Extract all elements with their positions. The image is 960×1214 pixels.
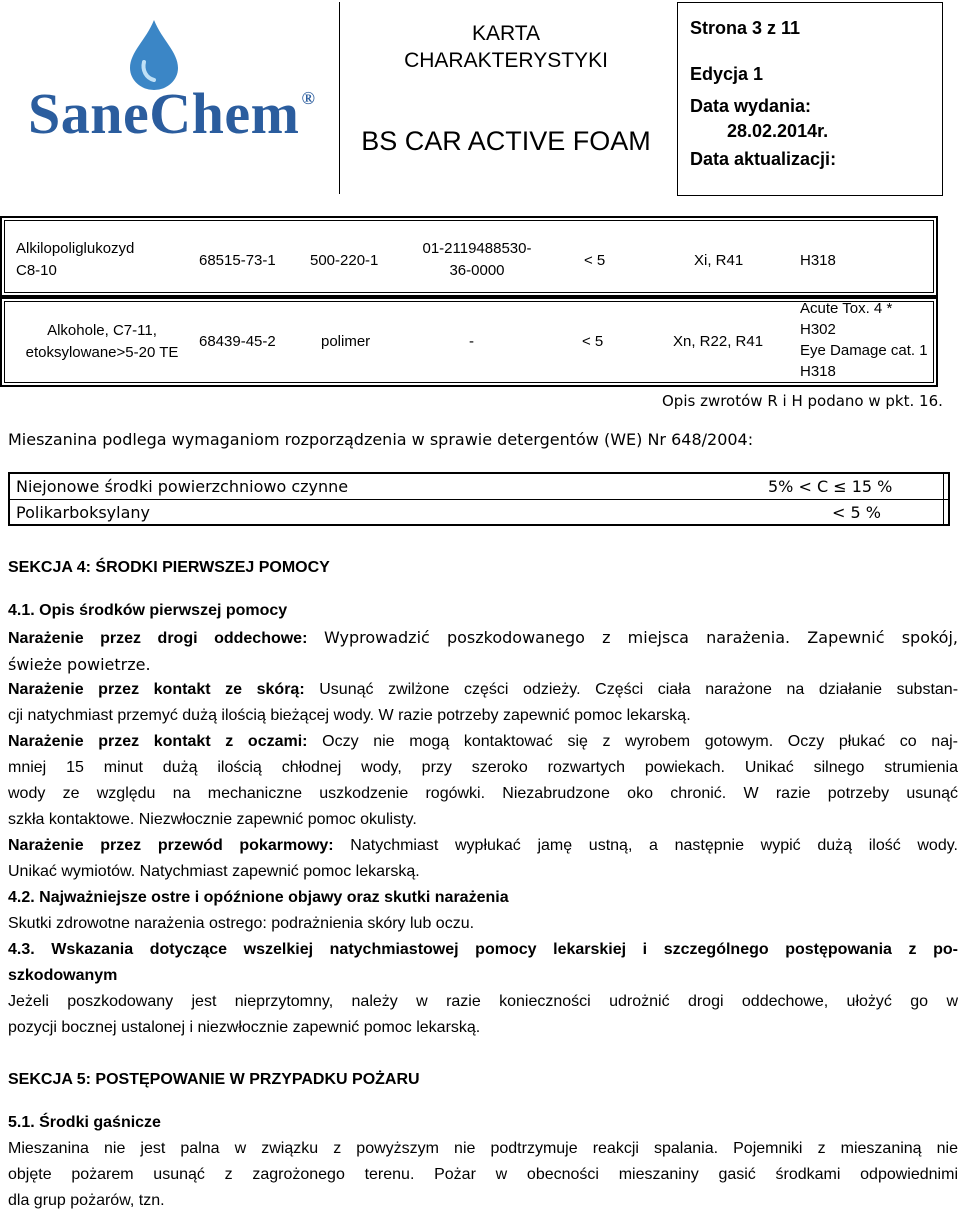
edition: Edycja 1 bbox=[690, 64, 764, 84]
detergent-value: < 5 % bbox=[832, 503, 881, 522]
cas-number: 68439-45-2 bbox=[199, 333, 276, 350]
concentration: < 5 bbox=[584, 252, 606, 269]
detergent-name: Polikarboksylany bbox=[16, 503, 150, 522]
issue-date: 28.02.2014r. bbox=[727, 121, 829, 141]
classification-clp: H318 bbox=[800, 252, 836, 269]
subsection-4-3: 4.3. Wskazania dotyczące wszelkiej natychmiastowej pomocy lekarskiej i szczególnego postępowania z po- szkodowanym bbox=[8, 941, 958, 984]
subsection-4-2-text: Skutki zdrowotne narażenia ostrego: podrażnienia skóry lub oczu. bbox=[8, 915, 475, 932]
ec-number: polimer bbox=[321, 333, 371, 350]
reg-number: - bbox=[469, 333, 474, 350]
substance-name: Alkohole, C7-11, etoksylowane>5-20 TE bbox=[25, 322, 179, 361]
section-5-heading: SEKCJA 5: POSTĘPOWANIE W PRZYPADKU POŻARU bbox=[8, 1071, 420, 1088]
ec-number: 500-220-1 bbox=[310, 252, 379, 269]
product-name: BS CAR ACTIVE FOAM bbox=[361, 126, 651, 156]
ingestion-paragraph: Narażenie przez przewód pokarmowy: Natychmiast wypłukać jamę ustną, a następnie wypić dużą ilość wody. Unikać wymiotów. Natychmiast zapewnić pomoc lekarską. bbox=[8, 837, 958, 880]
skin-paragraph: Narażenie przez kontakt ze skórą: Usunąć zwilżone części odzieży. Części ciała narażone na działanie substan- cji natychmiast przemyć dużą ilością bieżącej wody. W razie potrzeby zapewnić pomoc lekarską. bbox=[8, 681, 959, 724]
company-logo: SaneChem ® bbox=[28, 81, 316, 146]
subsection-5-1: 5.1. Środki gaśnicze bbox=[8, 1114, 161, 1131]
inhalation-paragraph: Narażenie przez drogi oddechowe: Wyprowadzić poszkodowanego z miejsca narażenia. Zapewnić spokój, świeże powietrze. bbox=[8, 628, 959, 674]
subsection-4-1: 4.1. Opis środków pierwszej pomocy bbox=[8, 602, 288, 619]
subsection-4-3-text: Jeżeli poszkodowany jest nieprzytomny, należy w razie konieczności udrożnić drogi oddechowe, ułożyć go w pozycji bocznej ustalonej i niezwłocznie zapewnić pomoc lekarską. bbox=[8, 993, 958, 1036]
detergent-value: 5% < C ≤ 15 % bbox=[768, 477, 893, 496]
reg-number: 01-2119488530- 36-0000 bbox=[422, 240, 532, 279]
classification-dsd: Xi, R41 bbox=[694, 252, 744, 269]
eye-paragraph: Narażenie przez kontakt z oczami: Oczy nie mogą kontaktować się z wyrobem gotowym. Oczy płukać co naj- mniej 15 minut dużą ilością chłodnej wody, przy szeroko rozwartych powiekach. Unikać silnego strumienia wody ze względu na mechaniczne uszkodzenie rogówki. Niezabrudzone oko chronić. W razie potrzeby usunąć szkła kontaktowe. Niezwłocznie zapewnić pomoc okulisty. bbox=[8, 733, 958, 828]
issue-date-label: Data wydania: bbox=[690, 96, 812, 116]
classification-clp: Acute Tox. 4 * H302 Eye Damage cat. 1 H318 bbox=[800, 300, 928, 380]
detergent-table bbox=[8, 472, 950, 526]
subsection-5-1-text: Mieszanina nie jest palna w związku z powyższym nie podtrzymuje reakcji spalania. Pojemniki z mieszaniną nie objęte pożarem usunąć z zagrożonego terenu. Pożar w obecności mieszaniny gasić środkami odpowiednimi dla grup pożarów, tzn. bbox=[8, 1140, 958, 1209]
concentration: < 5 bbox=[582, 333, 604, 350]
classification-dsd: Xn, R22, R41 bbox=[673, 333, 764, 350]
substance-name: Alkilopoliglukozyd C8-10 bbox=[16, 240, 135, 279]
section-4-heading: SEKCJA 4: ŚRODKI PIERWSZEJ POMOCY bbox=[8, 559, 330, 576]
cas-number: 68515-73-1 bbox=[199, 252, 276, 269]
r-h-phrases-note: Opis zwrotów R i H podano w pkt. 16. bbox=[662, 392, 943, 410]
doc-type: KARTA CHARAKTERYSTYKI bbox=[404, 22, 608, 72]
subsection-4-2: 4.2. Najważniejsze ostre i opóźnione objawy oraz skutki narażenia bbox=[8, 889, 509, 906]
update-date-label: Data aktualizacji: bbox=[690, 149, 837, 169]
page-number: Strona 3 z 11 bbox=[690, 18, 801, 38]
detergent-regulation-intro: Mieszanina podlega wymaganiom rozporządzenia w sprawie detergentów (WE) Nr 648/2004: bbox=[8, 430, 754, 449]
detergent-name: Niejonowe środki powierzchniowo czynne bbox=[16, 477, 349, 496]
